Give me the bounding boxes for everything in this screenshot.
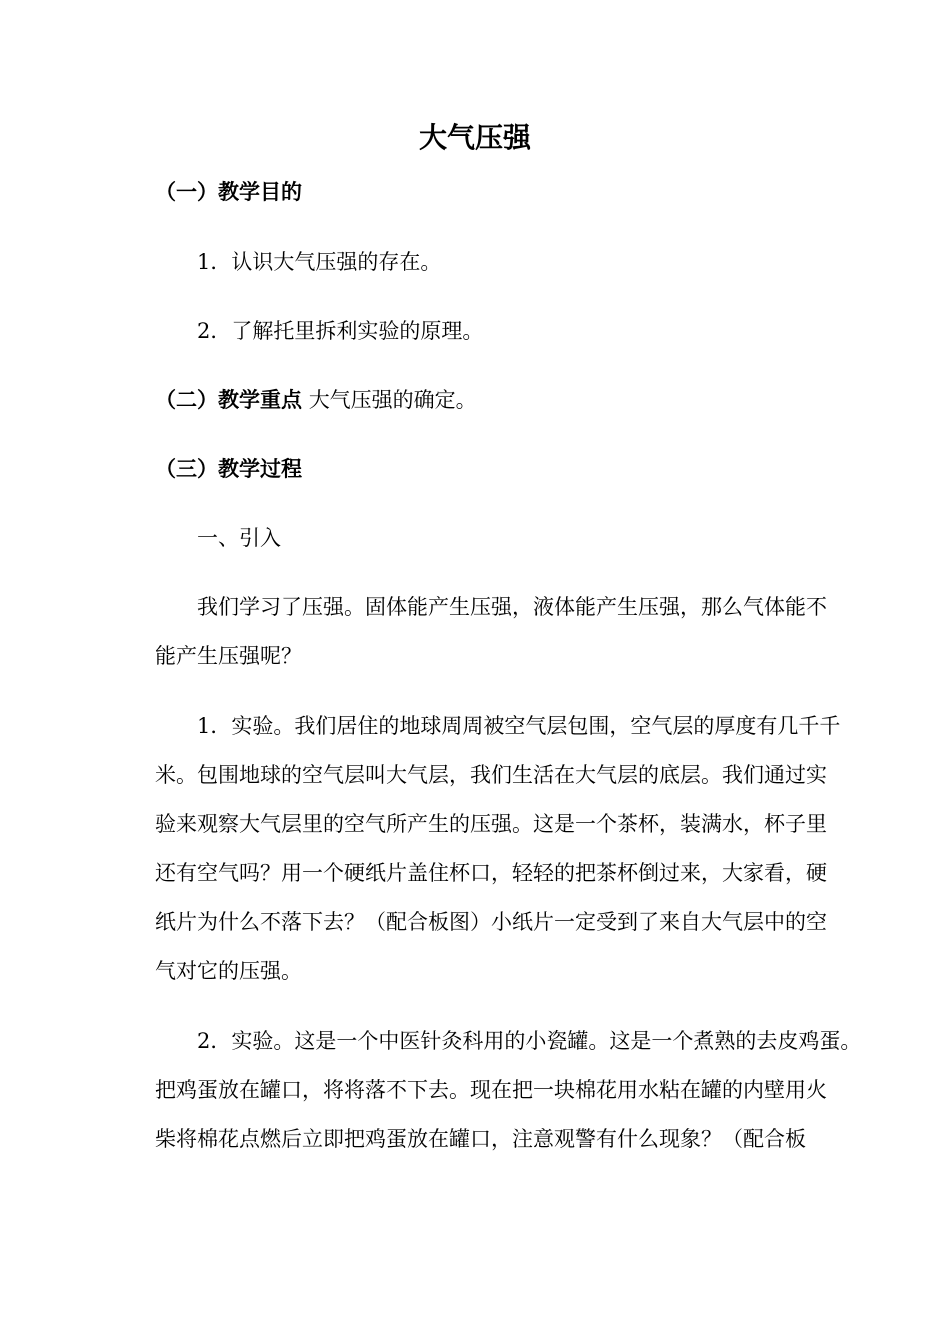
section-heading-key-point: （二）教学重点 — [155, 388, 302, 412]
experiment1-line-5: 纸片为什么不落下去？（配合板图）小纸片一定受到了来自大气层中的空 — [155, 910, 827, 934]
section-key-point — [155, 385, 477, 415]
experiment1-line-4: 还有空气吗？用一个硬纸片盖住杯口，轻轻的把茶杯倒过来，大家看，硬 — [155, 861, 827, 885]
experiment2-line-2: 把鸡蛋放在罐口，将将落不下去。现在把一块棉花用水粘在罐的内壁用火 — [155, 1078, 827, 1102]
experiment1-line-3: 验来观察大气层里的空气所产生的压强。这是一个茶杯，装满水，杯子里 — [155, 812, 827, 836]
experiment1-line-2: 米。包围地球的空气层叫大气层，我们生活在大气层的底层。我们通过实 — [155, 763, 827, 787]
experiment1-line-6: 气对它的压强。 — [155, 959, 302, 983]
objective-item-2: 2．了解托里拆利实验的原理。 — [197, 319, 484, 343]
subheading-introduction: 一、引入 — [197, 526, 281, 550]
experiment2-line-1: 2．实验。这是一个中医针灸科用的小瓷罐。这是一个煮熟的去皮鸡蛋。 — [197, 1029, 862, 1053]
section-heading-process: （三）教学过程 — [155, 457, 302, 481]
intro-line-2: 能产生压强呢？ — [155, 644, 302, 668]
experiment2-line-3: 柴将棉花点燃后立即把鸡蛋放在罐口，注意观警有什么现象？（配合板 — [155, 1127, 806, 1151]
intro-line-1: 我们学习了压强。固体能产生压强，液体能产生压强，那么气体能不 — [197, 595, 827, 619]
section-heading-objectives: （一）教学目的 — [155, 180, 302, 204]
experiment1-line-1: 1．实验。我们居住的地球周周被空气层包围，空气层的厚度有几千千 — [197, 714, 841, 738]
key-point-text: 大气压强的确定。 — [308, 388, 477, 412]
document-title: 大气压强 — [418, 121, 531, 154]
objective-item-1: 1．认识大气压强的存在。 — [197, 250, 442, 274]
